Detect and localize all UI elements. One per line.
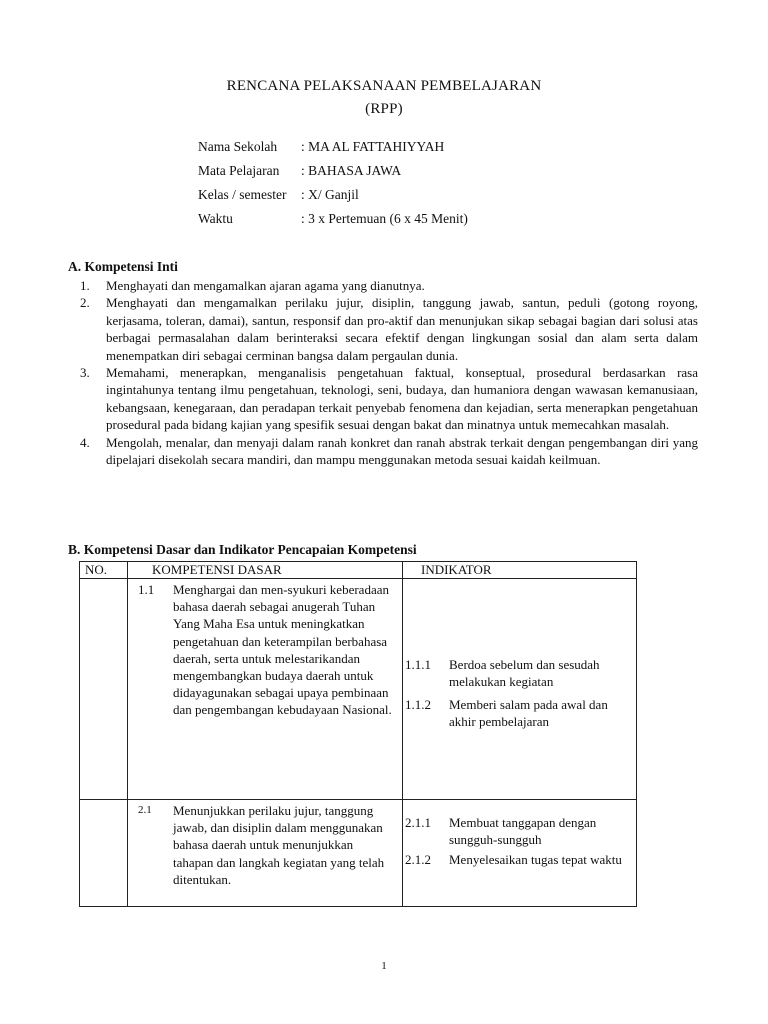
table-row — [80, 800, 637, 907]
kompetensi-dasar-table — [79, 561, 637, 907]
info-row-subject — [198, 163, 401, 179]
indicator-item — [405, 696, 636, 730]
cell-no — [80, 579, 128, 800]
list-item-number: 3. — [80, 365, 90, 381]
info-row-school — [198, 139, 444, 155]
page-number: 1 — [381, 960, 387, 972]
table-row — [80, 579, 637, 800]
document-subtitle: (RPP) — [365, 101, 403, 117]
indicator-text: Menyelesaikan tugas tepat waktu — [449, 852, 622, 868]
kd-number: 1.1 — [138, 582, 155, 597]
list-item-text: Menghayati dan mengamalkan perilaku jujur, disiplin, tanggung jawab, santun, peduli (gotong royong, kerjasama, toleran, damai), santun, responsif dan pro-aktif dan menunjukan sikap sebagai bagian dari solusi atas berbagai permasalahan dalam berinteraksi secara efektif dengan lingkungan sosial dan alam serta dalam menempatkan diri sebagai cerminan bangsa dalam pergaulan dunia. — [106, 295, 698, 363]
header-kompetensi-dasar: KOMPETENSI DASAR — [128, 562, 403, 579]
list-item — [70, 364, 698, 434]
info-label: Kelas / semester — [198, 187, 287, 202]
indicator-item — [405, 814, 636, 848]
list-item-text: Mengolah, menalar, dan menyaji dalam ranah konkret dan ranah abstrak terkait dengan pengembangan diri yang dipelajari disekolah secara mandiri, dan mampu menggunakan metoda sesuai kaidah keilmuan. — [106, 434, 698, 468]
section-a-heading: A. Kompetensi Inti — [68, 259, 178, 274]
section-b-heading: B. Kompetensi Dasar dan Indikator Pencapaian Kompetensi — [68, 542, 417, 557]
list-item — [70, 294, 698, 364]
kd-text: Menghargai dan men-syukuri keberadaan bahasa daerah sebagai anugerah Tuhan Yang Maha Esa untuk meningkatkan pengetahuan dan keterampilan berbahasa daerah, serta untuk melestarikandan mengembangkan budaya daerah untuk didayagunakan sebagai upaya pembinaan dan pengembangan kebudayaan Nasional. — [173, 582, 392, 718]
info-row-time — [198, 211, 468, 227]
list-item-text: Menghayati dan mengamalkan ajaran agama yang dianutnya. — [106, 278, 425, 293]
info-value: : BAHASA JAWA — [301, 163, 402, 178]
indicator-number: 2.1.1 — [405, 815, 431, 830]
kompetensi-inti-list — [70, 277, 698, 468]
list-item — [70, 277, 698, 294]
indicator-item — [405, 851, 636, 868]
kd-number: 2.1 — [138, 804, 152, 816]
info-value: : 3 x Pertemuan (6 x 45 Menit) — [301, 211, 468, 226]
kd-text: Menunjukkan perilaku jujur, tanggung jawab, dan disiplin dalam menggunakan bahasa daerah untuk menunjukkan tahapan dan langkah kegiatan yang telah ditentukan. — [173, 803, 385, 887]
list-item — [70, 434, 698, 469]
list-item-number: 4. — [80, 434, 90, 450]
cell-indikator — [403, 579, 637, 800]
indicator-number: 1.1.1 — [405, 656, 431, 672]
list-item-number: 1. — [80, 278, 90, 293]
header-no: NO. — [80, 562, 128, 579]
document-title: RENCANA PELAKSANAAN PEMBELAJARAN — [226, 78, 542, 94]
header-indikator: INDIKATOR — [403, 562, 637, 579]
indicator-text: Berdoa sebelum dan sesudah melakukan kegiatan — [449, 656, 600, 689]
list-item-text: Memahami, menerapkan, menganalisis pengetahuan faktual, konseptual, prosedural berdasarkan rasa ingintahunya tentang ilmu pengetahuan, teknologi, seni, budaya, dan humaniora dengan wawasan kemanusiaan, kebangsaan, kenegaraan, dan peradapan terkait penyebab fenomena dan kejadian, serta menerapkan pengetahuan prosedural pada bidang kajian yang spesifik sesuai dengan bakat dan minatnya untuk memecahkan masalah. — [106, 365, 698, 433]
cell-kompetensi-dasar — [128, 579, 403, 800]
cell-kompetensi-dasar — [128, 800, 403, 907]
cell-no — [80, 800, 128, 907]
info-label: Nama Sekolah — [198, 139, 278, 154]
indicator-list — [403, 579, 636, 799]
indicator-text: Membuat tanggapan dengan sungguh-sungguh — [449, 815, 597, 848]
info-value: : MA AL FATTAHIYYAH — [301, 139, 445, 154]
info-row-class — [198, 187, 359, 203]
indicator-item — [405, 656, 636, 690]
list-item-number: 2. — [80, 295, 90, 311]
info-label: Waktu — [198, 211, 233, 226]
cell-indikator — [403, 800, 637, 907]
table-header-row — [80, 562, 637, 579]
indicator-number: 1.1.2 — [405, 697, 431, 712]
indicator-number: 2.1.2 — [405, 852, 431, 868]
info-value: : X/ Ganjil — [301, 187, 359, 202]
info-label: Mata Pelajaran — [198, 163, 280, 178]
indicator-text: Memberi salam pada awal dan akhir pembelajaran — [449, 697, 608, 730]
indicator-list — [403, 800, 636, 869]
